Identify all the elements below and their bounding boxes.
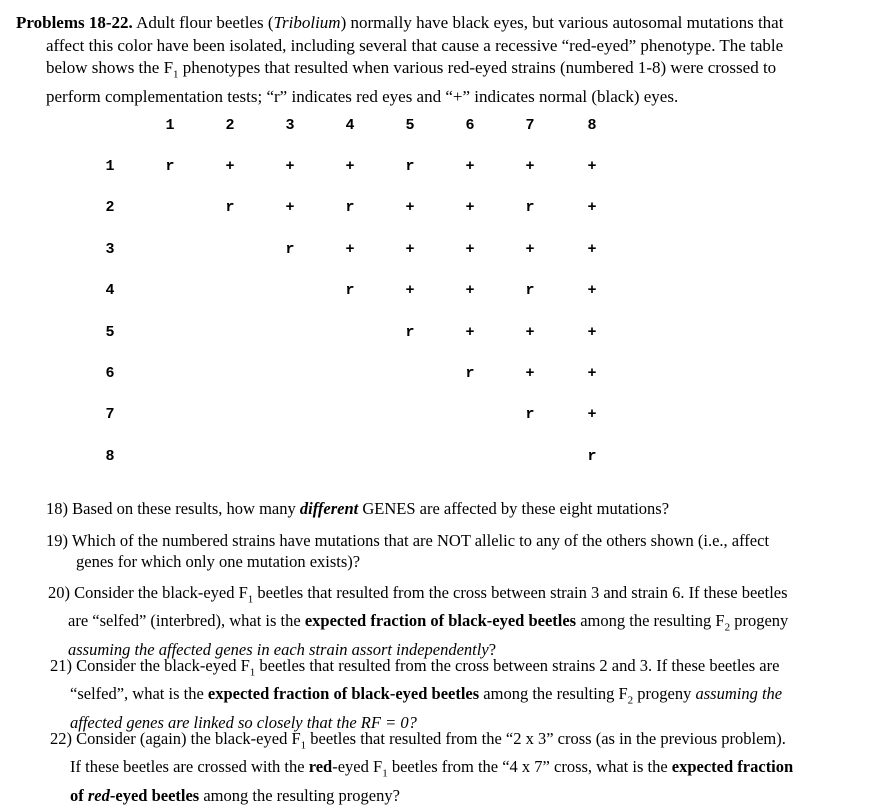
question-18: 18) Based on these results, how many different GENES are affected by these eight mutations? — [46, 499, 670, 518]
row-header: 4 — [105, 282, 115, 300]
row-header: 8 — [105, 447, 115, 465]
problem-heading: Problems 18-22. — [16, 13, 133, 32]
genus-name: Tribolium — [273, 13, 341, 32]
table-cell: + — [405, 282, 415, 300]
table-cell: + — [285, 158, 295, 175]
table-cell: + — [587, 406, 597, 424]
table-cell: + — [587, 365, 597, 382]
table-cell: + — [465, 323, 475, 341]
table-cell: + — [587, 199, 597, 217]
question-20: 20) Consider the black-eyed $F_1$ beetles that resulted from the cross between strain 3 and strain 6. If these beetles are “selfed” (interbred), what is the expected fraction of black-eyed beetles among the resulting $F_2$ progeny assuming the affected genes in each strain assort independently? — [48, 583, 789, 659]
table-cell: + — [465, 199, 475, 217]
table-cell: r — [405, 158, 415, 175]
table-cell: + — [405, 199, 415, 217]
table-cell: + — [525, 365, 535, 382]
table-cell: + — [525, 240, 535, 258]
table-cell: r — [285, 240, 295, 258]
table-cell: r — [587, 447, 597, 465]
table-cell: r — [465, 365, 475, 382]
row-header: 6 — [105, 365, 115, 382]
table-cell: r — [345, 282, 355, 300]
column-header: 3 — [285, 117, 295, 134]
row-header: 7 — [105, 406, 115, 424]
table-cell: r — [405, 323, 415, 341]
table-cell: + — [345, 158, 355, 175]
table-cell: r — [225, 199, 235, 217]
table-cell: r — [525, 199, 535, 217]
column-header: 8 — [587, 117, 597, 134]
column-header: 7 — [525, 117, 535, 134]
row-header: 5 — [105, 323, 115, 341]
table-cell: + — [405, 240, 415, 258]
table-cell: r — [525, 282, 535, 300]
column-header: 2 — [225, 117, 235, 134]
table-cell: r — [165, 158, 175, 175]
table-cell: + — [465, 240, 475, 258]
table-cell: + — [587, 158, 597, 175]
table-cell: + — [587, 240, 597, 258]
question-19: 19) Which of the numbered strains have mutations that are NOT allelic to any of the others shown (i.e., affect genes for which only one mutation exists)? — [46, 531, 770, 571]
table-cell: + — [225, 158, 235, 175]
table-cell: + — [465, 158, 475, 175]
row-header: 1 — [105, 158, 115, 175]
table-cell: r — [525, 406, 535, 424]
table-cell: + — [525, 323, 535, 341]
column-header: 5 — [405, 117, 415, 134]
row-header: 3 — [105, 240, 115, 258]
table-cell: + — [345, 240, 355, 258]
table-cell: r — [345, 199, 355, 217]
row-header: 2 — [105, 199, 115, 217]
table-cell: + — [465, 282, 475, 300]
question-21: 21) Consider the black-eyed $F_1$ beetles that resulted from the cross between strains 2 and 3. If these beetles are “selfed”, what is the expected fraction of black-eyed beetles among the resulting $F_2$ progeny assuming the affected genes are linked so closely that the RF = 0? — [50, 656, 783, 732]
column-header: 6 — [465, 117, 475, 134]
problem-intro: Problems 18-22. Adult flour beetles (Tribolium) normally have black eyes, but various autosomal mutations that affect this color have been isolated, including several that cause a recessive “red-eyed” phenotype. The table below shows the $F_1$ phenotypes that resulted when various red-eyed strains (numbered 1-8) were crossed to perform complementation tests; “r” indicates red eyes and “+” indicates normal (black) eyes. — [16, 13, 784, 106]
question-22: 22) Consider (again) the black-eyed $F_1$ beetles that resulted from the “2 x 3” cross (as in the previous problem). If these beetles are crossed with the red-eyed $F_1$ beetles from the “4 x 7” cross, what is the expected fraction of red-eyed beetles among the resulting progeny? — [50, 729, 794, 805]
table-cell: + — [587, 323, 597, 341]
table-cell: + — [285, 199, 295, 217]
table-cell: + — [525, 158, 535, 175]
table-cell: + — [587, 282, 597, 300]
column-header: 4 — [345, 117, 355, 134]
column-header: 1 — [165, 117, 175, 134]
